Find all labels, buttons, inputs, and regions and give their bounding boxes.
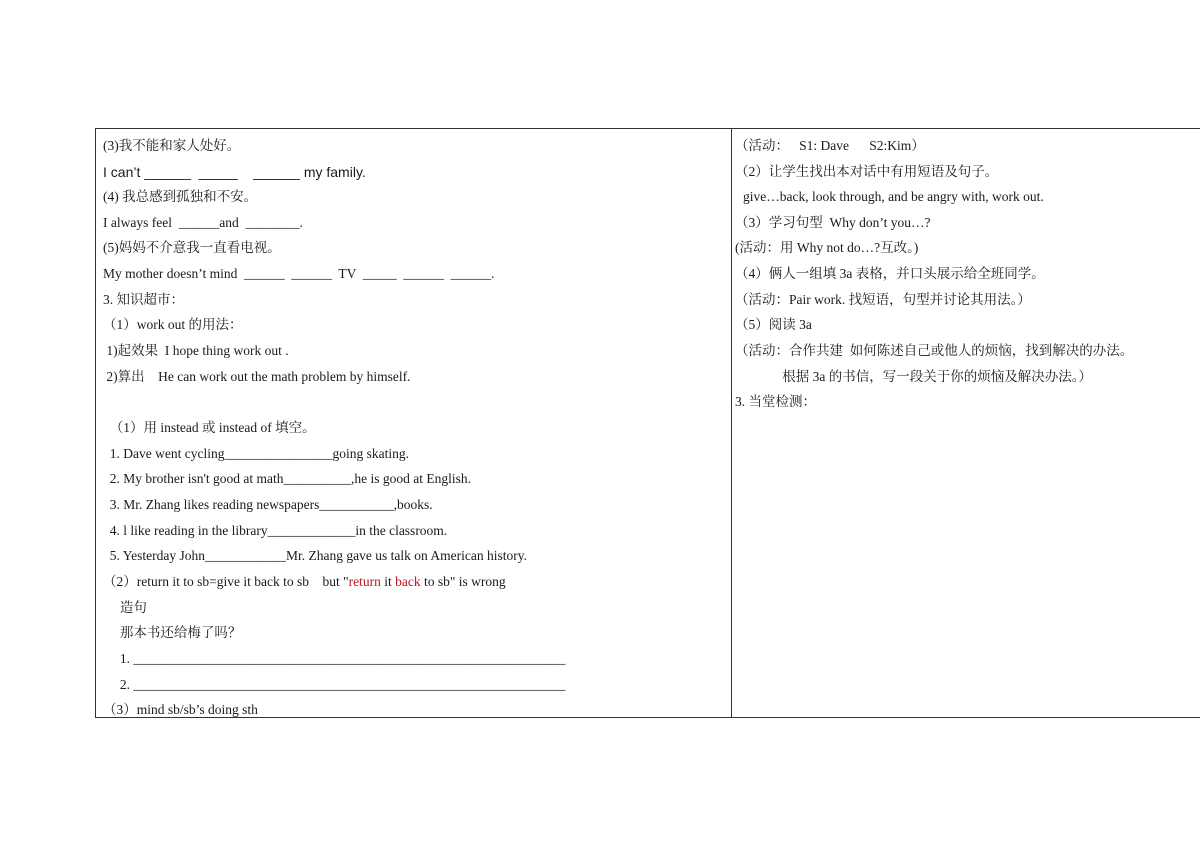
return-rule-end: to sb" is wrong (420, 574, 506, 589)
instead-item-5: 5. Yesterday John____________Mr. Zhang gave us talk on American history. (103, 548, 527, 563)
work-out-meaning-1: 1)起效果 I hope thing work out . (103, 343, 289, 358)
activity-pair-work: （活动：Pair work. 找短语，句型并讨论其用法。） (735, 292, 1031, 307)
answer-line-1: 1. ________________________________________________________________ (103, 651, 566, 666)
column-divider (731, 129, 732, 717)
return-rule-text: （2）return it to sb=give it back to sb but " (103, 574, 349, 589)
worksheet-table (95, 128, 1200, 718)
instead-heading: （1）用 instead 或 instead of 填空。 (103, 420, 316, 435)
instead-item-4: 4. l like reading in the library_____________in the classroom. (103, 523, 448, 538)
step-3-sentence-pattern: （3）学习句型 Why don’t you…? (735, 215, 931, 230)
instead-item-2: 2. My brother isn't good at math__________,he is good at English. (103, 471, 472, 486)
back-word-red: back (395, 574, 421, 589)
exercise-3-sentence: I can’t ______ _____ ______ my family. (103, 164, 366, 180)
exercise-5-sentence: My mother doesn’t mind ______ ______ TV _____ ______ ______. (103, 266, 495, 281)
activity-roles: （活动： S1: Dave S2:Kim） (735, 138, 925, 153)
make-sentence-prompt: 那本书还给梅了吗？ (103, 625, 242, 640)
step-4-pair-table: （4）俩人一组填 3a 表格，并口头展示给全班同学。 (735, 266, 1045, 281)
exercise-4-sentence: I always feel ______and ________. (103, 215, 303, 230)
activity-writing-task: 根据 3a 的书信，写一段关于你的烦恼及解决办法。） (735, 369, 1092, 384)
return-rule-it: it (380, 574, 396, 589)
phrase-list: give…back, look through, and be angry with, work out. (743, 189, 1044, 204)
return-rule (103, 573, 506, 591)
step-5-reading: （5）阅读 3a (735, 317, 812, 332)
return-word-red: return (348, 574, 381, 589)
exercise-3-prompt: (3)我不能和家人处好。 (103, 138, 241, 153)
exercise-5-prompt: (5)妈妈不介意我一直看电视。 (103, 240, 281, 255)
step-2-find-phrases: （2）让学生找出本对话中有用短语及句子。 (735, 164, 999, 179)
work-out-meaning-2: 2)算出 He can work out the math problem by himself. (103, 369, 411, 384)
answer-line-2: 2. ________________________________________________________________ (103, 677, 566, 692)
knowledge-heading: 3. 知识超市： (103, 292, 184, 307)
work-out-usage: （1）work out 的用法： (103, 317, 243, 332)
instead-item-3: 3. Mr. Zhang likes reading newspapers___________,books. (103, 497, 433, 512)
instead-item-1: 1. Dave went cycling________________going skating. (103, 446, 409, 461)
mind-usage: （3）mind sb/sb’s doing sth (103, 702, 258, 717)
in-class-test-heading: 3. 当堂检测： (735, 394, 816, 409)
make-sentence-label: 造句 (103, 600, 147, 615)
activity-rewrite: (活动：用 Why not do…?互改。) (735, 240, 919, 255)
activity-cooperation: （活动：合作共建 如何陈述自己或他人的烦恼，找到解决的办法。 (735, 343, 1134, 358)
exercise-4-prompt: (4) 我总感到孤独和不安。 (103, 189, 258, 204)
